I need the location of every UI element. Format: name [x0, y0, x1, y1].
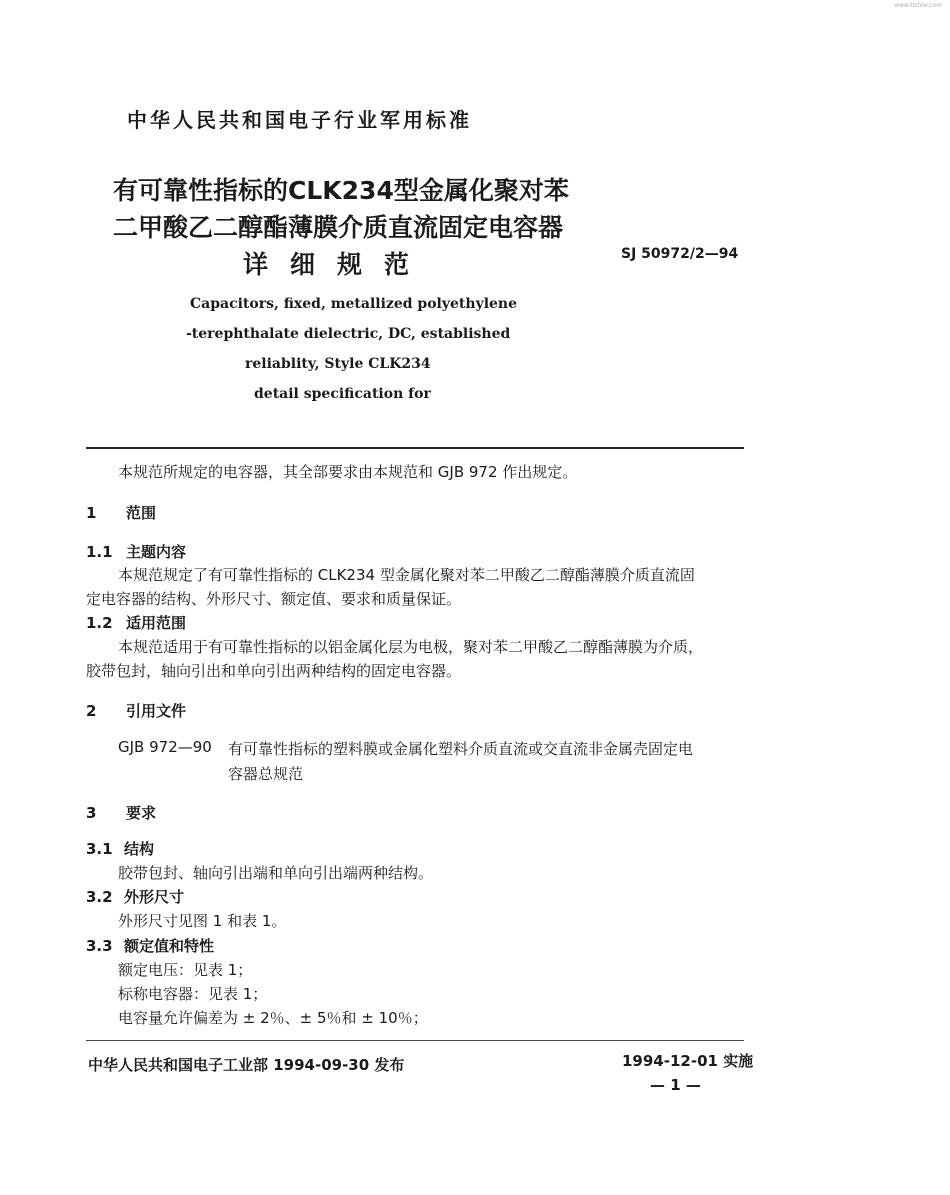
watermark-text: www.bzfxw.com: [894, 2, 942, 9]
section-3-3-heading: [86, 935, 214, 956]
section-title: 范围: [126, 504, 157, 522]
paragraph-line: 本规范适用于有可靠性指标的以铝金属化层为电极，聚对苯二甲酸乙二醇酯薄膜为介质，: [118, 638, 704, 656]
section-title: 结构: [124, 840, 155, 858]
section-1-heading: [86, 502, 156, 523]
section-number: 3.3: [86, 937, 113, 955]
section-1-2-heading: [86, 612, 186, 633]
paragraph-line: 定电容器的结构、外形尺寸、额定值、要求和质量保证。: [86, 590, 462, 608]
section-title: 额定值和特性: [124, 937, 215, 955]
page-number: — 1 —: [650, 1076, 701, 1094]
title-line-3: 详细规范: [243, 250, 432, 279]
section-number: 1.2: [86, 614, 113, 632]
section-title: 主题内容: [126, 543, 187, 561]
footer-divider: [86, 1040, 744, 1041]
paragraph-line: 胶带包封，轴向引出和单向引出两种结构的固定电容器。: [86, 662, 462, 680]
section-number: 3.2: [86, 888, 113, 906]
section-3-2-heading: [86, 886, 184, 907]
english-title-line: -terephthalate dielectric, DC, established: [186, 326, 511, 342]
header-divider: [86, 447, 744, 449]
section-number: 2: [86, 702, 97, 720]
section-1-1-heading: [86, 541, 186, 562]
section-number: 1: [86, 504, 97, 522]
section-3-heading: [86, 802, 156, 823]
section-title: 要求: [126, 804, 157, 822]
english-title-line: Capacitors, fixed, metallized polyethylene: [190, 296, 518, 312]
section-number: 1.1: [86, 543, 113, 561]
standard-number: SJ 50972/2—94: [621, 246, 739, 262]
title-line-2: 二甲酸乙二醇酯薄膜介质直流固定电容器: [113, 213, 564, 242]
english-title-line: reliablity, Style CLK234: [245, 356, 431, 372]
paragraph-line: 外形尺寸见图 1 和表 1。: [118, 912, 287, 930]
paragraph-line: 额定电压：见表 1；: [118, 961, 253, 979]
section-title: 外形尺寸: [124, 888, 185, 906]
section-2-heading: [86, 700, 186, 721]
section-number: 3: [86, 804, 97, 822]
section-number: 3.1: [86, 840, 113, 858]
intro-paragraph: 本规范所规定的电容器，其全部要求由本规范和 GJB 972 作出规定。: [118, 463, 578, 481]
title-line-1: 有可靠性指标的CLK234型金属化聚对苯: [113, 176, 569, 205]
paragraph-line: 胶带包封、轴向引出端和单向引出端两种结构。: [118, 864, 434, 882]
paragraph-line: 本规范规定了有可靠性指标的 CLK234 型金属化聚对苯二甲酸乙二醇酯薄膜介质直流固: [118, 566, 695, 584]
english-title-line: detail specification for: [254, 386, 431, 402]
reference-title-line: 有可靠性指标的塑料膜或金属化塑料介质直流或交直流非金属壳固定电: [228, 740, 694, 758]
issuing-organization: 中华人民共和国电子行业军用标准: [127, 108, 472, 132]
paragraph-line: 标称电容器：见表 1；: [118, 985, 268, 1003]
section-3-1-heading: [86, 838, 154, 859]
effective-date: 1994-12-01 实施: [622, 1052, 754, 1070]
paragraph-line: 电容量允许偏差为 ± 2％、± 5％和 ± 10％；: [118, 1009, 428, 1027]
issue-date: 中华人民共和国电子工业部 1994-09-30 发布: [88, 1056, 405, 1074]
section-title: 适用范围: [126, 614, 187, 632]
reference-code: GJB 972—90: [118, 738, 212, 756]
reference-title-line: 容器总规范: [228, 765, 304, 783]
section-title: 引用文件: [126, 702, 187, 720]
